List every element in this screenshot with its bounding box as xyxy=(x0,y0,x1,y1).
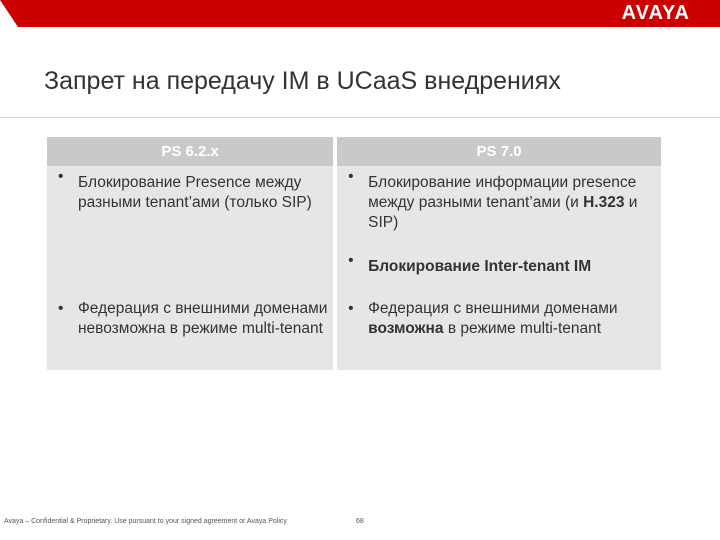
comparison-table xyxy=(47,137,661,370)
header-ps-6-2-x: PS 6.2.x xyxy=(47,137,333,166)
table-header-row xyxy=(47,137,661,166)
cell-ps62-presence xyxy=(47,166,333,298)
top-red-banner xyxy=(0,0,720,27)
table-row xyxy=(47,166,661,298)
table-row xyxy=(47,298,661,370)
bullet: • xyxy=(348,168,354,185)
list-item xyxy=(48,167,332,213)
bullet: • xyxy=(58,300,64,317)
cell-ps62-federation xyxy=(47,298,333,370)
list-item xyxy=(338,167,660,233)
header-ps-7-0: PS 7.0 xyxy=(337,137,661,166)
item-text-after: в режиме multi-tenant xyxy=(443,320,602,337)
item-text: Федерация с внешними доменами xyxy=(368,300,618,317)
avaya-logo: AVAYA xyxy=(621,2,690,24)
item-text-bold: H.323 xyxy=(583,194,625,211)
bullet: • xyxy=(348,252,354,269)
item-text: Блокирование Presence между разными tenant’ами (только SIP) xyxy=(78,174,312,211)
cell-ps70-presence xyxy=(337,166,661,298)
cell-ps70-federation xyxy=(337,298,661,370)
list-item xyxy=(48,299,332,339)
slide-title: Запрет на передачу IM в UCaaS внедрениях xyxy=(44,67,561,95)
bullet: • xyxy=(58,168,64,185)
item-text-bold: возможна xyxy=(368,320,444,337)
list-item xyxy=(338,299,660,339)
item-text-bold: Блокирование Inter-tenant IM xyxy=(368,258,592,275)
bullet: • xyxy=(348,300,354,317)
page-number: 68 xyxy=(356,518,364,525)
item-text-after: и SIP) xyxy=(368,194,638,231)
title-divider xyxy=(0,117,720,118)
list-item xyxy=(338,251,660,277)
item-text: Федерация с внешними доменами невозможна в режиме multi-tenant xyxy=(78,300,328,337)
footer-confidential: Avaya – Confidential & Proprietary. Use pursuant to your signed agreement or Avaya Policy xyxy=(4,518,287,525)
item-text: Блокирование информации presence между разными tenant’ами (и xyxy=(368,174,637,211)
